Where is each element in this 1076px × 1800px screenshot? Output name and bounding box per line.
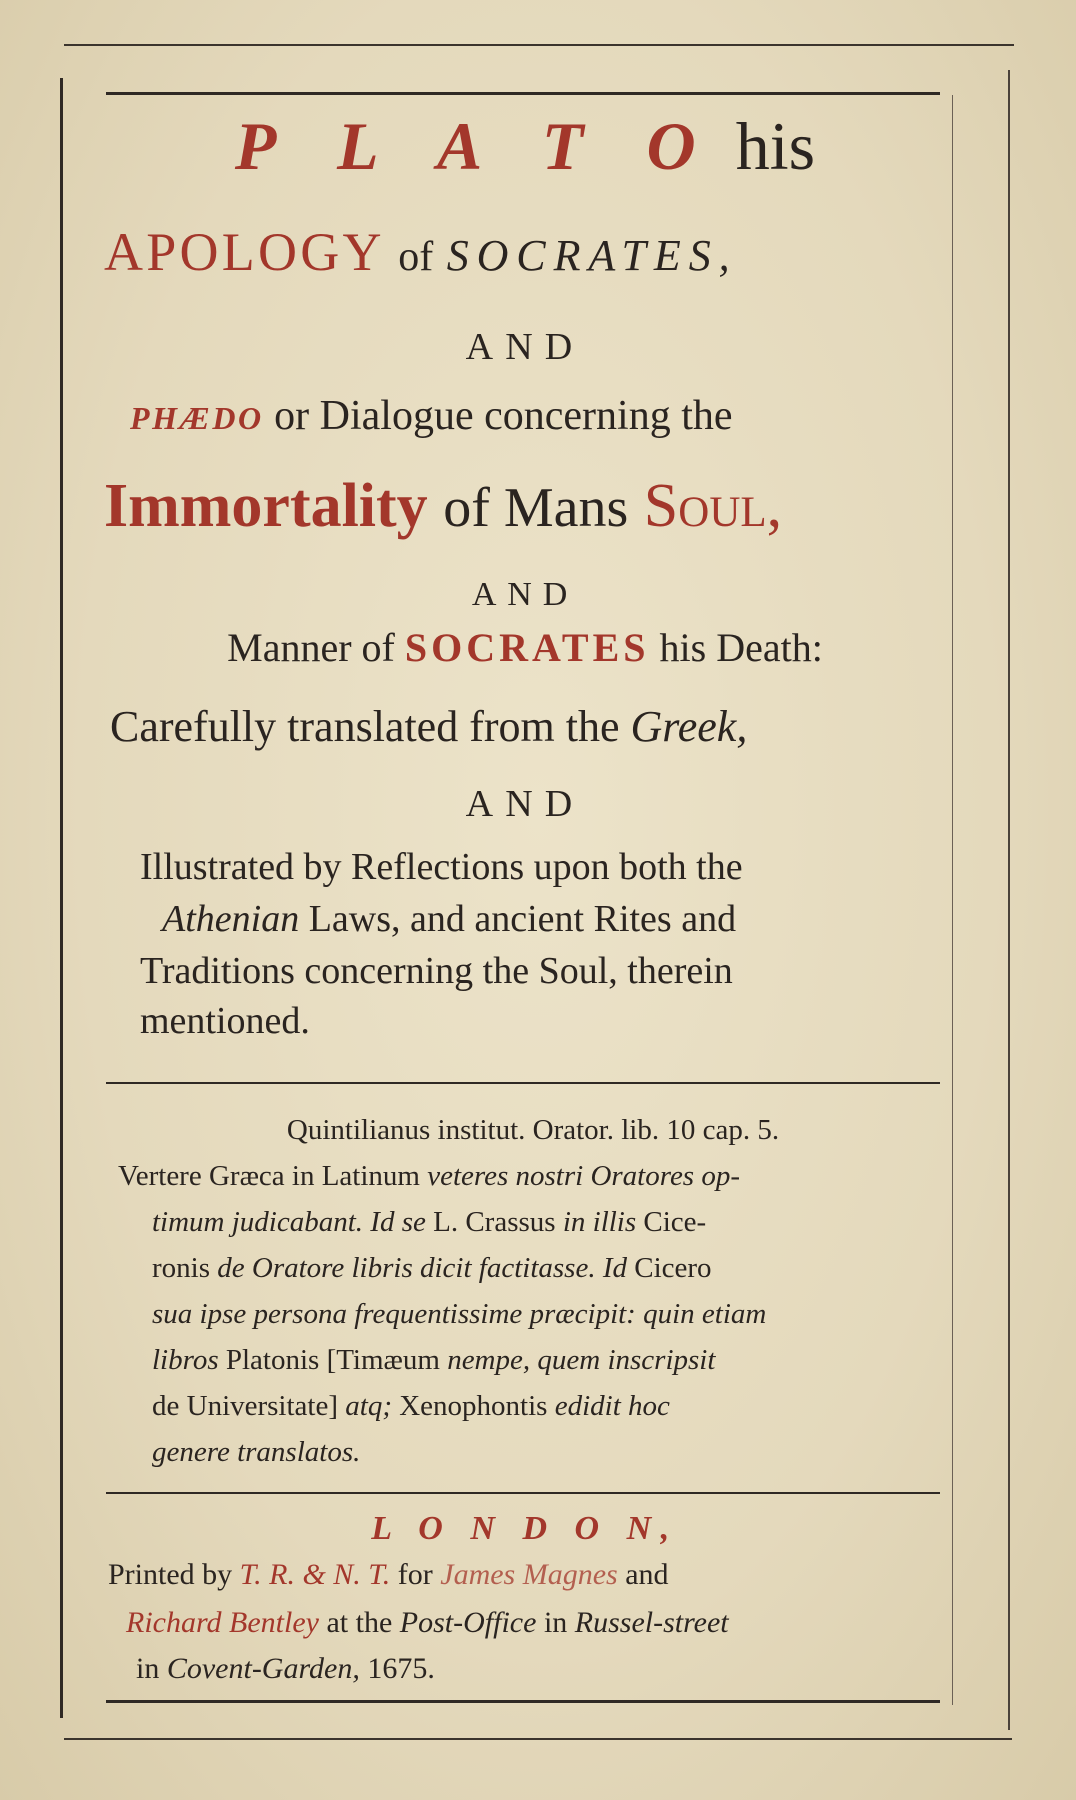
quote-line-6 [152,1346,948,1375]
of-mans-word: of Mans [443,477,629,539]
greek-word: Greek, [630,702,748,751]
apology-word: APOLOGY [104,222,385,282]
and-line-3: AND [465,783,585,825]
and-line-1: AND [465,326,585,368]
manner-line [100,625,950,670]
quote-text: de Universitate] [152,1390,339,1422]
and-line-2: AND [471,576,579,613]
quote-line-2 [118,1162,948,1191]
imprint-italic: Covent-Garden, [166,1652,360,1685]
title-line-1 [100,108,950,184]
quote-italic: libros [152,1344,219,1376]
quote-line-8: genere translatos. [152,1436,361,1468]
quote-italic: veteres nostri Oratores op- [427,1160,741,1192]
quote-line-7 [152,1392,948,1421]
imprint-city: L O N D O N, [371,1510,679,1547]
imprint-red: Richard Bentley [126,1606,319,1639]
quote-text: Xenophontis [399,1390,548,1422]
title-line-2 [104,222,954,282]
imprint-text: at the [326,1606,393,1639]
imprint-text: for [397,1558,433,1591]
quote-line-4 [152,1254,948,1283]
inner-right-border [952,95,953,1705]
quote-italic: in illis [562,1206,637,1238]
phaedo-line [130,395,980,437]
quote-italic: timum judicabant. [152,1206,364,1238]
quote-italic: nempe, quem inscripsit [447,1344,716,1376]
phaedo-word: PHÆDO [130,400,264,436]
frame-bottom-border [64,1738,1012,1740]
imprint-line-2 [126,1608,948,1638]
quote-italic: Id [602,1252,627,1284]
soul-word: Soul, [643,472,783,540]
quote-source: Quintilianus institut. Orator. lib. 10 cap. 5. [286,1114,780,1146]
quote-text: Vertere Græca in Latinum [118,1160,420,1192]
imprint-red: T. R. & N. T. [239,1558,391,1591]
his-death-text: his Death: [659,625,823,670]
imprint-text: in [543,1606,568,1639]
quote-italic: edidit hoc [554,1390,670,1422]
imprint-year: 1675. [367,1652,435,1685]
quote-text: ronis [152,1252,210,1284]
athenian-word: Athenian [162,898,300,940]
athenian-line [140,900,950,938]
bottom-rule [106,1700,940,1703]
socrates-word: SOCRATES, [446,231,738,280]
lower-rule [106,1492,940,1494]
quote-italic: de Oratore libris dicit factitasse. [217,1252,596,1284]
imprint-italic: Post-Office [399,1606,537,1639]
quote-line-3 [152,1208,948,1237]
his-word: his [735,108,816,184]
frame-right-border [1008,70,1010,1730]
quote-italic: Id se [370,1206,426,1238]
imprint-italic: Russel-street [574,1606,729,1639]
top-rule [106,92,940,95]
imprint-text: Printed by [108,1558,233,1591]
frame-left-border [60,78,63,1718]
quote-text: Platonis [Timæum [225,1344,440,1376]
of-word: of [398,234,434,280]
traditions-line: Traditions concerning the Soul, therein [140,950,733,992]
quote-italic: atq; [345,1390,392,1422]
carefully-line [110,702,960,751]
immortality-line [104,472,954,540]
outer-top-rule [64,44,1014,46]
dialogue-text: or Dialogue concerning the [274,393,733,439]
mentioned-line: mentioned. [140,1000,310,1042]
quote-text: Cicero [634,1252,712,1284]
quote-line-5: sua ipse persona frequentissime præcipit: quin etiam [152,1298,767,1330]
immortality-word: Immortality [104,472,428,540]
imprint-line-3 [136,1654,948,1684]
quote-text: Cice- [643,1206,707,1238]
illustrated-line: Illustrated by Reflections upon both the [140,846,743,888]
imprint-text: in [136,1652,160,1685]
imprint-line-1 [108,1560,948,1590]
carefully-text: Carefully translated from the [110,702,620,751]
manner-text: Manner of [227,625,395,670]
socrates-word-2: SOCRATES [404,625,650,670]
laws-text: Laws, and ancient Rites and [308,898,737,940]
plato-word: P L A T O [234,108,719,184]
imprint-red: James Magnes [440,1558,618,1591]
quote-text: L. Crassus [433,1206,556,1238]
middle-rule [106,1082,940,1084]
imprint-text: and [625,1558,669,1591]
